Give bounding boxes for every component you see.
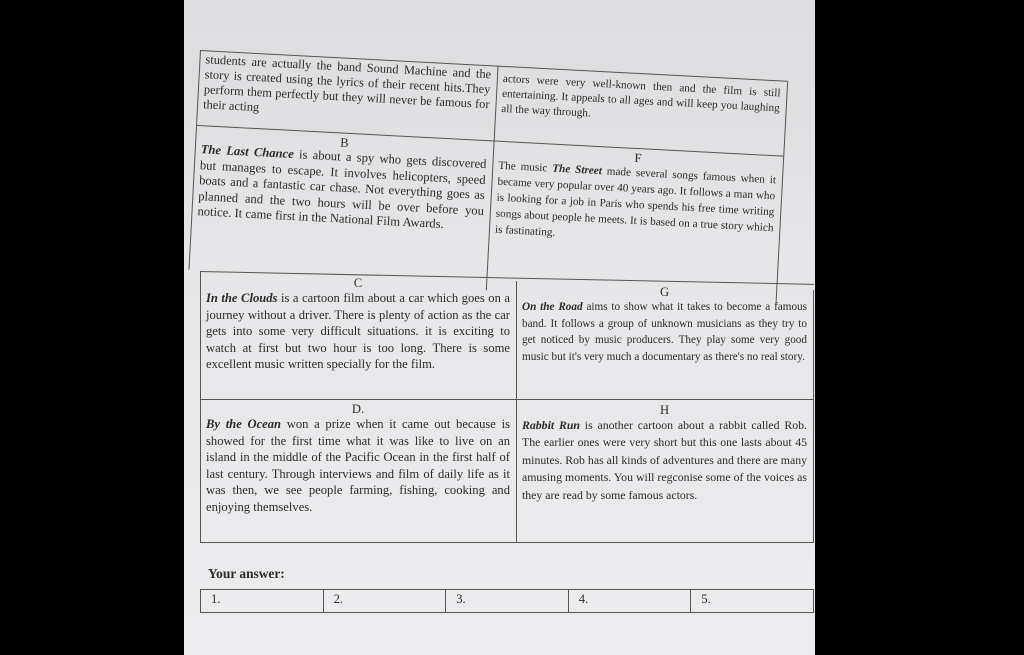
- cell-a-text: students are actually the band Sound Machine and the story is created using the lyrics of their recent hits.They perform them perfectly but they will never be famous for their acting: [202, 52, 492, 115]
- cell-b: [191, 126, 494, 237]
- answer-boxes: [200, 589, 814, 613]
- worksheet-page: [184, 0, 815, 655]
- your-answer-heading: Your answer:: [208, 566, 285, 581]
- cell-h-label: H: [659, 403, 670, 417]
- cell-b-text: is about a spy who gets discovered but manages to escape. It involves helicopters, speed boats and a fantastic car chase. Not everything goes as planned and the two hours will be over before you notice. It came first in the National Film Awards.: [197, 147, 487, 232]
- cell-d-text: won a prize when it came out because is showed for the first time what it was like to live on an island in the middle of the Pacific Ocean in the first half of last century. Through interviews and film of daily life as it was then, we see people farming, fishing, cooking and enjoying themselves.: [206, 417, 510, 514]
- cell-c: [200, 274, 516, 398]
- cell-h: [516, 401, 813, 541]
- cell-b-title: The Last Chance: [200, 142, 295, 162]
- cell-h-text: is another cartoon about a rabbit called Rob. The earlier ones were very short but this one lasts about 45 minutes. Rob has all kinds of adventures and there are many amusing moments. You will regconise some of the voices as they are read by some famous actors.: [522, 418, 807, 502]
- cell-c-label: C: [353, 276, 363, 290]
- answer-box-4[interactable]: 4.: [569, 590, 692, 612]
- cell-g-label: G: [659, 285, 670, 299]
- answer-box-5[interactable]: 5.: [701, 592, 711, 606]
- answer-box-2[interactable]: 2.: [324, 590, 447, 612]
- cell-e-text: actors were very well-known then and the film is still entertaining. It appeals to all ages and will keep you laughing all the way through.: [501, 72, 781, 120]
- cell-f: [488, 141, 783, 254]
- cell-f-text: made several songs famous when it became very popular over 40 years ago. It follows a man who is looking for a job in Paris who spends his free time writing songs about people he meets. It is based on a true story which is fastinating.: [494, 165, 777, 239]
- answer-box-1[interactable]: 1.: [201, 590, 324, 612]
- cell-d-label: D.: [351, 402, 365, 416]
- cell-g: [516, 283, 813, 399]
- cell-g-text: aims to show what it takes to become a famous band. It follows a group of unknown musicians as they try to get noticed by music producers. They play some very good music but it's very much a documentary as there's no real story.: [522, 301, 808, 363]
- cell-b-label: B: [339, 135, 349, 150]
- answer-box-3[interactable]: 3.: [446, 590, 569, 612]
- cell-a-continued: [197, 50, 498, 130]
- cell-d-title: By the Ocean: [206, 417, 282, 431]
- cell-h-title: Rabbit Run: [522, 418, 580, 432]
- cell-f-pre: The music: [498, 159, 553, 175]
- cell-c-title: In the Clouds: [206, 291, 278, 305]
- cell-f-title: The Street: [551, 162, 603, 178]
- cell-f-label: F: [634, 150, 642, 166]
- cell-g-title: On the Road: [522, 301, 583, 313]
- cell-c-text: is a cartoon film about a car which goes on a journey without a driver. There is plenty of action as the car gets into some very difficult situations. it is exciting to watch at first but two hour is too long. There is some excellent music written specially for the film.: [206, 291, 510, 372]
- cell-d: [200, 400, 516, 542]
